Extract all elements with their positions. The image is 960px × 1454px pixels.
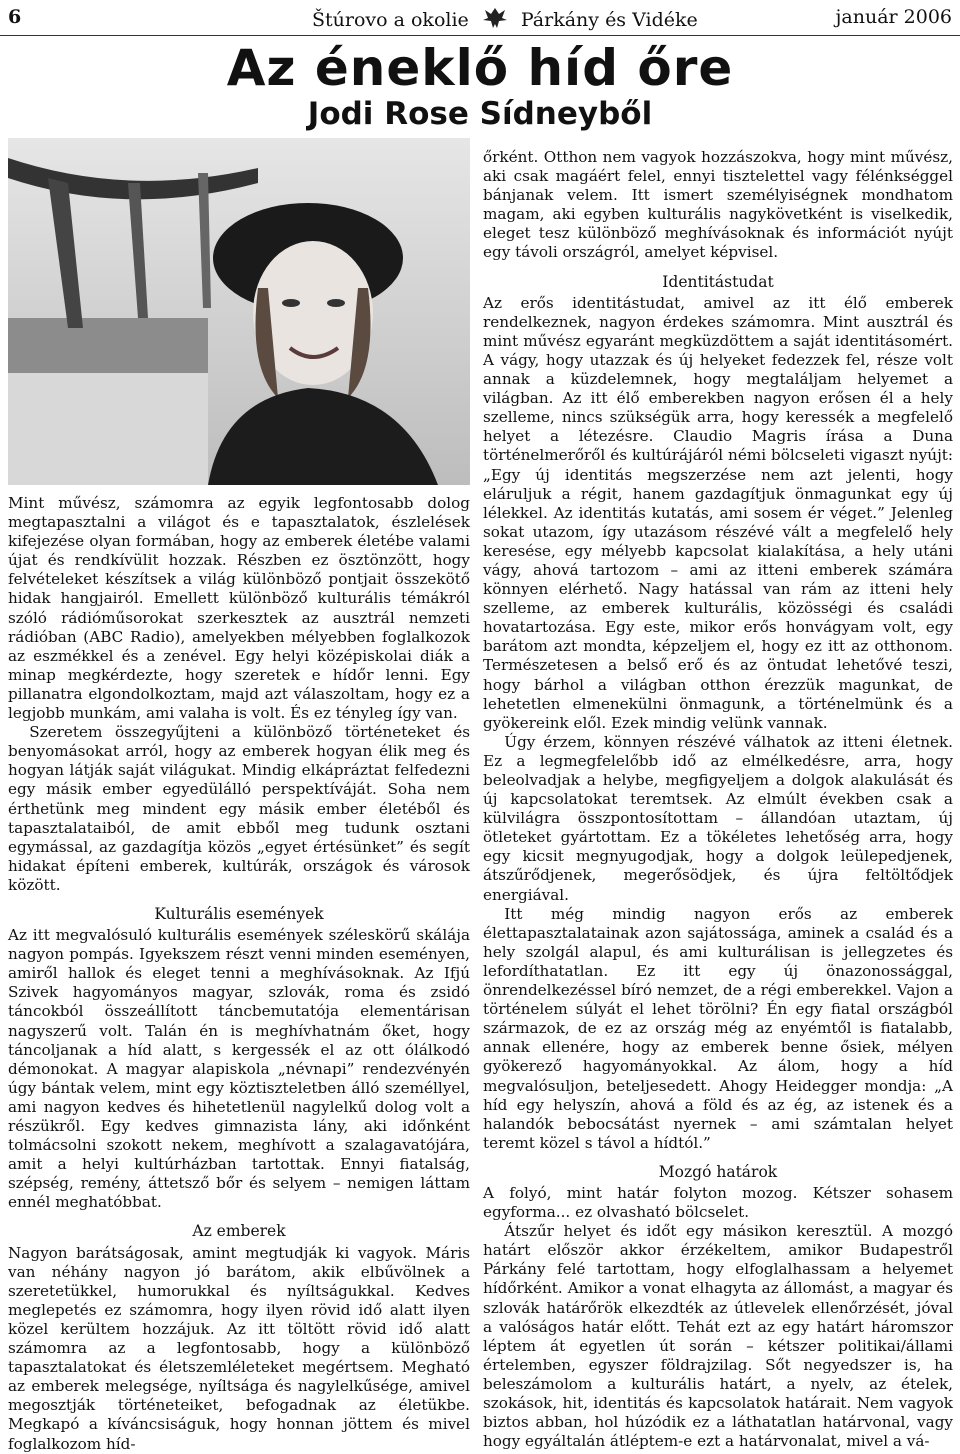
continued-paragraph: őrként. Otthon nem vagyok hozzászokva, hogy mint művész, aki csak magáért felel, ennyi tisztelettel vagy félénkséggel bánjanak velem. Itt ismert személyiségnek mondhatom magam, aki egyben kulturális nagykövetként is viselkedik, eleget tesz különböző meghívásoknak és információt nyújt egy távoli országról, amelyet képvisel.: [483, 148, 953, 262]
intro-paragraph: Szeretem összegyűjteni a különböző történeteket és benyomásokat arról, hogy az emberek hogyan élik meg és hogyan látják saját világukat. Mindig elkápráztat felfedezni egy másik ember egyedülálló perspektíváját. Soha nem érthetünk meg mindent egy másik ember életéből és tapasztalataiból, de amit ebből meg tudunk osztani egymással, az gazdagítja közös „egyet értésünket” és segít hidakat építeni emberek, kultúrák, országok és városok között.: [8, 723, 470, 894]
people-paragraph: Nagyon barátságosak, amint megtudják ki vagyok. Máris van néhány nagyon jó barátom, akik elbűvölnek a szeretetükkel, humorukkal és nyíltságukkal. Kedves meglepetés ez számomra, hogy ilyen rövid idő alatt ilyen közel kerültem hozzájuk. Az itt töltött rövid idő alatt számomra az a legfontosabb, hogy a különböző tapasztalatokat és életszemléleteket megértsem. Megható az emberek melegsége, nyíltsága és nagylelkűsége, amivel megosztják történeteiket, befogadnak az életükbe. Megkapó a kíváncsiságuk, hogy honnan jöttem és mivel foglalkozom híd-: [8, 1243, 470, 1453]
article-title: Az éneklő híd őre: [226, 39, 734, 97]
borders-paragraph: A folyó, mint határ folyton mozog. Kétszer sohasem egyforma... ez olvasható bölcselet.: [483, 1183, 953, 1222]
left-column: [8, 494, 470, 1454]
header-rule: [0, 35, 960, 36]
section-heading-people: Az emberek: [192, 1222, 286, 1241]
section-heading-identity: Identitástudat: [662, 272, 774, 291]
issue-date: január 2006: [835, 6, 952, 28]
article-photo: [8, 138, 470, 485]
eagle-emblem-icon: [481, 6, 509, 30]
page-number: 6: [8, 6, 22, 28]
article-subtitle: Jodi Rose Sídneyből: [307, 96, 653, 132]
page-header: [0, 0, 960, 38]
section-heading-moving-borders: Mozgó határok: [658, 1162, 778, 1181]
identity-paragraph: Az erős identitástudat, amivel az itt élő emberek rendelkeznek, nagyon érdekes számomra. Mint ausztrál és mint művész egyaránt megküzdöttem a saját identitásomért. A vágy, hogy utazzak és új helyeket fedezzek fel, része volt annak a küzdelemnek, hogy megtaláljam helyemet a világban. Az itt élő emberekben nagyon erősen él a hely szelleme, nincs szükségük arra, hogy keressék a megfelelő helyet a létezésre. Claudio Magris írása a Duna történelmerőről és kultúrájáról némi bölcseleti vigaszt nyújt: „Egy új identitás megszerzése nem azt jelenti, hogy eláruljuk a régit, hanem gazdagítjuk önmagunkat egy új lélekkel. Az identitás kutatás, ami sosem ér véget.” Jelenleg sokat utazom, így utazásom részévé vált a megfelelő hely keresése, egy mélyebb kapcsolat kialakítása, a hely utáni vágy, ahová tartozom – ami az itteni emberek számára könnyen elérhető. Nagy hatással van rám az itteni hely szelleme, az emberek kulturális, közösségi és családi hovatartozása. Egy este, mikor erős honvágyam volt, egy barátom azt mondta, képzeljem el, hogy ez itt az otthonom. Természetesen a belső erő és az öntudat lehetővé teszi, hogy bárhol a világban otthon érezzük magunkat, de lehetetlen elmenekülni önmagunk, a történelmünk és a gyökereink elől. Ezek mindig velünk vannak.: [483, 293, 953, 732]
borders-paragraph: Átszűr helyet és időt egy másikon keresztül. A mozgó határt először akkor érzékeltem, amikor Budapestről Párkány felé tartottam, hogy elfoglalhassam a helyemet hídőrként. Amikor a vonat elhagyta az állomást, a magyar és szlovák határőrök elkezdték az útlevelek ellenőrzését, jóval a valóságos határ előtt. Tehát ezt az egy határt háromszor léptem át egyetlen út során – kétszer politikai/állami értelemben, egyszer földrajzilag. Sőt negyedszer is, ha beleszámolom a kulturális határt, a nyelv, az ételek, szokások, hit, identitás és kapcsolatok határait. Nem vagyok biztos abban, hol húzódik ez a láthatatlan határvonal, vagy hogy egyáltalán átléptem-e ezt a határvonalat, mivel a vá-: [483, 1222, 953, 1451]
publication-name: [312, 6, 698, 31]
cultural-paragraph: Az itt megvalósuló kulturális események széleskörű skálája nagyon pompás. Igyekszem részt venni minden eseményen, amiről hallok és eleget tenni a meghívásoknak. Az Ifjú Szivek hagyományos magyar, szlovák, roma és zsidó táncokból összeállított táncbemutatója elementárisan nagyszerű volt. Talán én is meghívhatnám őket, hogy táncoljanak a híd alatt, s kergessék el az ott ólálkodó démonokat. A magyar alapiskola „névnapi” rendezvényén úgy bántak velem, mint egy köztiszteletben álló személlyel, ami nagyon kedves és hihetetlenül nagylelkű dolog volt a részükről. Egy kedves gimnazista lány, aki időnként tolmácsolni szokott nekem, meghívott a szalagavatójára, amit a helyi kultúrházban tartottak. Ennyi fiatalság, szépség, remény, áttetsző bőr és selyem – nemigen láttam ennél meghatóbbat.: [8, 926, 470, 1212]
identity-paragraph: Úgy érzem, könnyen részévé válhatok az itteni életnek. Ez a legmegfelelőbb idő az elmélkedésre, arra, hogy beleolvadjak a helybe, megfigyeljem a dolgok alakulását és új kapcsolatokat teremtsek. Az elmúlt években csak a külvilágra összpontosítottam – állandóan utaztam, új ötleteket gyártottam. Ez a tökéletes lehetőség arra, hogy egy kicsit megnyugodjak, hogy a dolgok leülepedjenek, átszűrődjenek, megerősödjek, és újra feltöltődjek energiával.: [483, 732, 953, 904]
publication-name-hungarian: Párkány és Vidéke: [520, 9, 698, 31]
identity-paragraph: Itt még mindig nagyon erős az emberek élettapasztalatainak azon sajátossága, aminek a család és a hely szolgál alapul, és ami kulturálisan is jellegzetes és lefordíthatatlan. Ez itt egy új önazonossággal, önrendelkezéssel bíró nemzet, de a régi emberekkel. Vajon a történelem súlyát el lehet törölni? Én egy fiatal országból származok, de ez az ország még az enyémtől is fiatalabb, annak ellenére, hogy az emberek benne ősiek, mélyen gyökerező hagyományokkal. Az álom, hogy a híd megvalósuljon, beteljesedett. Ahogy Heidegger mondja: „A híd egy helyszín, ahová a föld és az ég, az istenek és a halandók bebocsátást nyernek – ami számtalan helyet teremt közel s távol a hídtól.”: [483, 904, 953, 1152]
right-column: [483, 148, 953, 1451]
intro-paragraph: Mint művész, számomra az egyik legfontosabb dolog megtapasztalni a világot és e tapasztalatok, észlelések kifejezése olyan formában, hogy az emberek életébe valami újat és rendkívülit hozzak. Részben ez ösztönzött, hogy felvételeket készítsek a világ különböző pontjait összekötő hidak hangjairól. Emellett különböző kulturális témákról szóló rádióműsorokat szerkesztek az ausztrál nemzeti rádióban (ABC Radio), amelyekben mélyebben foglalkozok az eszmékkel és a zenével. Egy helyi középiskolai diák a minap megkérdezte, hogy szeretek e hídőr lenni. Egy pillanatra elgondolkoztam, majd azt válaszoltam, hogy ez a legjobb munkám, ami valaha is volt. És ez tényleg így van.: [8, 494, 470, 723]
publication-name-slovak: Štúrovo a okolie: [312, 9, 469, 31]
section-heading-cultural-events: Kulturális események: [154, 904, 324, 923]
